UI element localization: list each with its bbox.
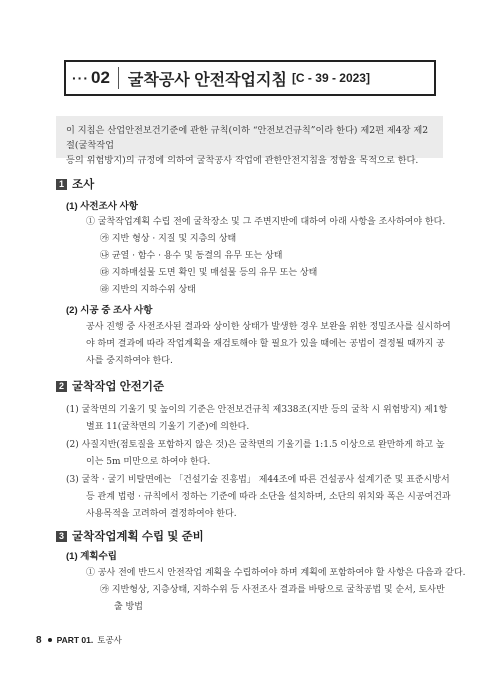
footer-bullet xyxy=(48,638,52,642)
body-line: (3) 굴착 · 굴기 비탈면에는 「건설기술 진흥법」 제44조에 따른 건설공사 설계기준 및 표준시방서 xyxy=(66,475,450,485)
body-line: 사용목적을 고려하여 결정하여야 한다. xyxy=(86,509,237,519)
intro-box xyxy=(56,116,443,166)
body-line: 공사 진행 중 사전조사된 결과와 상이한 상태가 발생한 경우 보완을 위한 정밀조사를 실시하여 xyxy=(86,322,451,332)
subsection-title: (1) 계획수립 xyxy=(66,551,117,562)
body-line: (2) 사질지반(점토질을 포함하지 않은 것)은 굴착면의 기울기를 1:1.5 이상으로 완만하게 하고 높 xyxy=(66,440,445,450)
intro-line: 이 지침은 산업안전보건기준에 관한 규칙(이하 “안전보건규칙”이라 한다) 제2편 제4장 제2절(굴착작업 xyxy=(66,125,429,151)
subsection-title: (2) 시공 중 조사 사항 xyxy=(66,305,153,316)
body-line: ① 공사 전에 반드시 안전작업 계획을 수립하여야 하며 계획에 포함하여야 할 사항은 다음과 같다. xyxy=(86,568,466,578)
section-number-badge: 1 xyxy=(56,179,67,190)
page-footer xyxy=(36,634,122,646)
page-number: 8 xyxy=(36,634,42,646)
section-number-badge: 2 xyxy=(56,381,67,392)
chapter-title-box xyxy=(64,60,436,96)
body-line: 등 관계 법령 · 규칙에서 정하는 기준에 따라 소단을 설치하며, 소단의 위치와 폭은 시공여건과 xyxy=(86,492,451,502)
body-line: 이는 5m 미만으로 하여야 한다. xyxy=(86,457,211,467)
section-heading xyxy=(56,176,94,192)
list-item: ㉮ 지반형상, 지층상태, 지하수위 등 사전조사 결과를 바탕으로 굴착공법 및 순서, 토사반 xyxy=(100,585,445,595)
body-line: 사를 중지하여야 한다. xyxy=(86,356,173,366)
body-line: 별표 11(굴착면의 기울기 기준)에 의한다. xyxy=(86,422,250,432)
intro-line: 등의 위험방지)의 규정에 의하여 굴착공사 작업에 관한안전지침을 정함을 목적으로 한다. xyxy=(66,155,419,166)
list-item: ㉰ 지하매설물 도면 확인 및 매설물 등의 유무 또는 상태 xyxy=(100,268,318,278)
subsection-title: (1) 사전조사 사항 xyxy=(66,201,138,212)
list-item: ㉯ 균열 · 함수 · 용수 및 동결의 유무 또는 상태 xyxy=(100,251,283,261)
footer-part: PART 01. xyxy=(56,635,94,645)
body-line: (1) 굴착면의 기울기 및 높이의 기준은 안전보건규칙 제338조(지반 등의 굴착 시 위험방지) 제1항 xyxy=(66,405,448,415)
list-item: 출 방법 xyxy=(114,602,143,612)
body-line: 야 하며 결과에 따라 작업계획을 재검토해야 할 필요가 있을 때에는 공법이 결정될 때까지 공 xyxy=(86,339,445,349)
title-divider xyxy=(118,67,119,89)
body-line: ① 굴착작업계획 수립 전에 굴착장소 및 그 주변지반에 대하여 아래 사항을 조사하여야 한다. xyxy=(86,217,446,227)
chapter-number: 02 xyxy=(91,68,110,87)
section-number-badge: 3 xyxy=(56,531,67,542)
section-title: 굴착작업계획 수립 및 준비 xyxy=(72,531,204,543)
title-dots: ··· xyxy=(72,70,89,86)
section-heading xyxy=(56,378,164,394)
guideline-code: [C - 39 - 2023] xyxy=(291,71,370,85)
section-heading xyxy=(56,528,204,544)
section-title: 굴착작업 안전기준 xyxy=(72,381,165,393)
section-title: 조사 xyxy=(72,179,95,191)
list-item: ㉱ 지반의 지하수위 상태 xyxy=(100,285,196,295)
page-title: 굴착공사 안전작업지침 xyxy=(127,71,287,89)
list-item: ㉮ 지반 형상 · 지질 및 지층의 상태 xyxy=(100,234,237,244)
footer-chapter: 토공사 xyxy=(97,635,122,645)
